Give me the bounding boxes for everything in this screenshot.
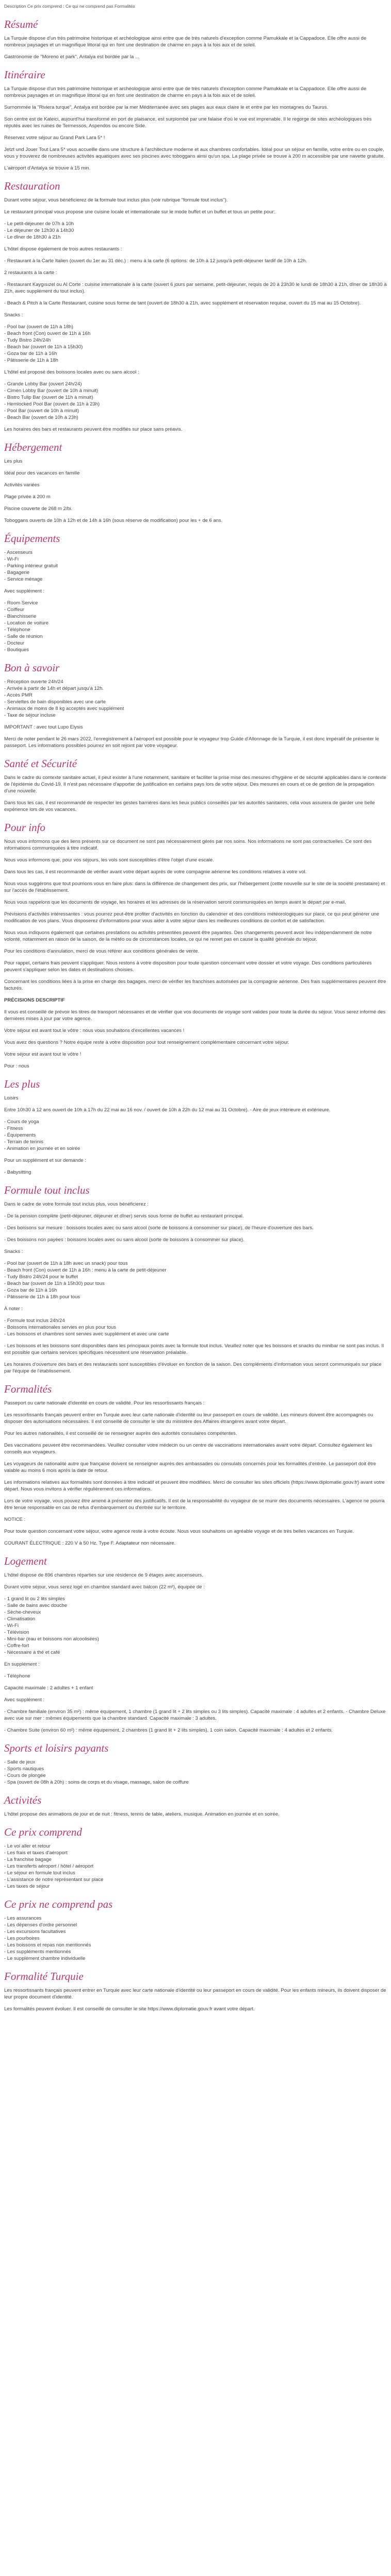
bar-list: [4, 381, 387, 421]
info-text-4: Nous vous suggérons que tout pourrions vous en faire plus: dans la différence de changement des prix, sur l'hébergement (cette nouvelle sur le site de la société prestataire) et sur l'accès de l'établissement.: [4, 881, 385, 893]
info-text-9: Pour rappel, certains frais peuvent s'appliquer. Nous restons à votre disposition pour toute question concernant votre dossier et votre voyage. Des conditions particulières peuvent s'appliquer selon les dates et destinations choisies.: [4, 960, 372, 973]
ncp-list: [4, 1915, 387, 1962]
tout-text-4: - Des boissons non payées : boissons locales avec ou sans alcool (sorte de boissons à consommer sur place).: [4, 1237, 245, 1243]
list-item: - Pâtisserie de 11h à 18h: [4, 358, 58, 363]
form-text-2: Les ressortissants français peuvent entrer en Turquie avec leur carte nationale d'identité ou leur passeport en cours de validité. Les mineurs doivent être accompagnés ou disposer des autorisations nécessaires. Il est conseillé de consulter le site du ministère des Affaires étrangères avant votre départ.: [4, 1412, 373, 1425]
list-item: - Tudy Bistro 24h/24 pour le buffet: [4, 1274, 78, 1280]
aussi-text-1: - Les boissons et les boissons sont disponibles dans les principaux points avec la formule tout inclus. Veuillez noter que les boissons et snacks du minibar ne sont pas inclus. Il est possible que certains services spécifiques nécessitent une réservation préalable.: [4, 1343, 384, 1355]
bon-text-1: IMPORTANT : avec tout Lupo Elysis: [4, 724, 83, 730]
list-item: - Salle de réunion: [4, 634, 43, 639]
list-item: - Cours de plongée: [4, 1773, 46, 1778]
act-text-1: L'hôtel propose des animations de jour et de nuit : fitness, tennis de table, ateliers, musique. Animation en journée et en soirée.: [4, 1811, 280, 1817]
list-item: - Les transferts aéroport / hôtel / aéroport: [4, 1863, 94, 1869]
heb-text-2: Idéal pour des vacances en famille: [4, 470, 80, 476]
form-text-3: Pour les autres nationalités, il est conseillé de se renseigner auprès des autorités consulaires compétentes.: [4, 1431, 237, 1436]
section-ce-prix-comprend: Ce prix comprend: [4, 1826, 82, 1838]
list-item: - Beach front (Con) ouvert de 11h à 16h : menu à la carte de petit-déjeuner: [4, 1267, 167, 1273]
list-item: - La franchise bagage: [4, 1857, 52, 1862]
resume-text-2: Gastronomie de "Moreno et park", Antalya est bordée par la ...: [4, 54, 139, 60]
list-item: - Babysitting: [4, 1170, 31, 1175]
list-item: - Room Service: [4, 600, 38, 606]
form-text-10: COURANT ÉLECTRIQUE : 220 V à 50 Hz. Type F. Adaptateur non nécessaire.: [4, 1540, 176, 1546]
list-item: - Nécessaire à thé et café: [4, 1650, 60, 1655]
section-bon-a-savoir: Bon à savoir: [4, 662, 60, 674]
list-item: - Tudy Bistro 24h/24h: [4, 337, 51, 343]
sante-text-2: Dans tous les cas, il est recommandé de respecter les gestes barrières dans les lieux publics conseillés par les autorités sanitaires, cela vous assurera de garder une belle expérience lors de vos vacances.: [4, 800, 375, 812]
list-item: - Animation en journée et en soirée: [4, 1146, 80, 1151]
resto-text-2: Le restaurant principal vous propose une cuisine locale et internationale sur le mode buffet et un buffet et tous un petite pour:: [4, 209, 275, 215]
list-item: - Téléphone: [4, 627, 30, 633]
list-item: - Terrain de tennis: [4, 1139, 43, 1145]
list-item: - Cours de yoga: [4, 1119, 39, 1125]
section-pour-info: Pour info: [4, 821, 45, 834]
list-item: - Pool Bar (ouvert de 10h à minuit): [4, 408, 79, 414]
list-item: - Salle de bains avec douche: [4, 1603, 67, 1608]
info-text-5: Nous vous rappelons que les documents de voyage, les horaires et les adresses de la réservation seront communiquées en temps avant le départ par e-mail.: [4, 900, 346, 905]
log-list: [4, 1596, 387, 1656]
resto-text-6: - Restaurant Kaygısızel ou Al Corte : cuisine internationale à la carte (ouvert 6 jours par semaine, petit-déjeuner, requis de 20 à 23h30 le lundi de 18h30 à 21h, dîner de 18h30 à 21h, avec supplément du tout inclus).: [4, 282, 387, 294]
resto-text-8: Snacks :: [4, 312, 23, 318]
resto-text-10: Les horaires des bars et restaurants peuvent être modifiés sur place sans préavis.: [4, 427, 183, 432]
list-item: - Équipements: [4, 1132, 36, 1138]
prec-text-4: Votre séjour est avant tout le vôtre !: [4, 1052, 82, 1057]
equip-list-2: [4, 600, 387, 653]
list-item: - Coffre-fort: [4, 1643, 29, 1649]
resto-text-1: Durant votre séjour, vous bénéficierez de la formule tout inclus plus (voir rubrique "formule tout inclus").: [4, 197, 228, 203]
info-text-3: Dans tous les cas, il est recommandé de vérifier avant votre départ auprès de votre compagnie aérienne les conditions relatives à votre vol.: [4, 869, 307, 875]
list-item: - Les frais et taxes d'aéroport: [4, 1850, 68, 1856]
list-item: - Le petit-déjeuner de 07h à 10h: [4, 221, 74, 227]
list-item: - Les suppléments mentionnés: [4, 1949, 71, 1955]
sport-list: [4, 1759, 387, 1786]
heb-text-4: Plage privée à 200 m: [4, 494, 51, 500]
list-item: - Spa (ouvert de 08h à 20h) : soins de corps et du visage, massage, salon de coiffure: [4, 1780, 189, 1785]
list-item: - Les assurances: [4, 1916, 42, 1921]
itin-text-1: La Turquie dispose d'un très patrimoine historique et archéologique ainsi entre que de très naturels d'exception comme Pamukkale et la Cappadoce. Elle offre aussi de nombreux paysages et un magnifique littoral qui en font une destination de charme en pays à la fois aux et de soleil.: [4, 86, 367, 98]
snacks-list: [4, 1260, 387, 1300]
list-item: - Fitness: [4, 1126, 23, 1131]
form-text-8: NOTICE :: [4, 1517, 26, 1522]
list-item: - Goza bar de 11h à 16h: [4, 351, 57, 357]
section-equipements: Équipements: [4, 532, 60, 545]
list-item: - Le dîner de 18h30 à 21h: [4, 234, 61, 240]
form-text-7: Lors de votre voyage, vous pouvez être amené à présenter des justificatifs. Il est de la responsabilité du voyageur de se munir des documents nécessaires. L'agence ne pourra être tenue responsable en cas de refus d'embarquement ou d'entrée sur le territoire.: [4, 1498, 385, 1511]
precisions-title: PRÉCISIONS DESCRIPTIF: [4, 997, 65, 1003]
heb-text-5: Piscine couverte de 268 m 2/bi.: [4, 506, 73, 512]
list-item: - Beach bar (ouvert de 11h à 15h30): [4, 344, 83, 350]
resto-text-5: 2 restaurants à la carte :: [4, 270, 57, 276]
list-item: - Coiffeur: [4, 607, 24, 613]
itin-text-2: Surnommée la "Riviera turque", Antalya est bordée par la mer Méditerranée avec ses plages aux eaux claire le et entre par les montagnes du Taurus.: [4, 105, 329, 110]
info-text-1: Nous vous informons que des liens présents sur ce document ne sont pas nécessairement gérés par nos soins. Nos informations ne sont pas contractuelles. Ce sont des informations communiquées à titre indicatif.: [4, 839, 372, 851]
loisirs-list: [4, 1118, 387, 1152]
list-item: - Le vol aller et retour: [4, 1843, 51, 1849]
list-item: - Serviettes de bain disponibles avec une carte: [4, 699, 106, 705]
aussi-list: [4, 1317, 387, 1337]
list-item: - Les taxes de séjour: [4, 1884, 50, 1889]
section-resume: Résumé: [4, 18, 38, 30]
list-item: - Beach bar (ouvert de 11h à 15h30) pour tous: [4, 1281, 105, 1286]
list-item: - Sports nautiques: [4, 1766, 44, 1772]
tout-text-2: - De la pension complète (petit-déjeuner, déjeuner et dîner) servis sous forme de buffet au restaurant principal.: [4, 1213, 244, 1219]
ft-text-1: Les ressortissants français peuvent entrer en Turquie avec leur carte nationale d'identité ou leur passeport en cours de validité. Pour les enfants mineurs, ils doivent disposer de leur propre document d'identité.: [4, 1988, 386, 2000]
list-item: - Parking intérieur gratuit: [4, 563, 58, 569]
section-restauration: Restauration: [4, 180, 60, 192]
section-itineraire: Itinéraire: [4, 69, 45, 81]
equip-list: [4, 549, 387, 583]
loisirs-text-3: Pour un supplément et sur demande :: [4, 1158, 86, 1163]
section-logement: Logement: [4, 1555, 47, 1567]
log-text-3: En supplément :: [4, 1662, 40, 1667]
sante-text-1: Dans le cadre du contexte sanitaire actuel, il peut exister à l'une notamment, sanitaire et faciliter la prise mise des mesures d'hygiène et de sécurité applicables dans le contexte de l'épidémie du Covid-19. Il n'est pas nécessaire d'apporter de justification en certains pays lors de votre séjour. Des mesures en cours et ce de gestion de la propagation d'une nouvelle.: [4, 775, 386, 794]
aussi-text-2: Les horaires d'ouverture des bars et des restaurants sont susceptibles d'évoluer en fonction de la saison. Des compléments d'information vous seront communiqués sur place par l'équipe de l'établissement.: [4, 1362, 382, 1374]
list-item: - Les dépenses d'ordre personnel: [4, 1922, 77, 1928]
aussi-title: À noter :: [4, 1306, 23, 1312]
section-les-plus: Les plus: [4, 1078, 40, 1090]
list-item: - Beach Bar (ouvert de 10h à 23h): [4, 415, 78, 420]
list-item: - Les pourboires: [4, 1936, 40, 1941]
list-item: - Boutiques: [4, 647, 29, 653]
list-item: - Formule tout inclus 24h/24: [4, 1318, 65, 1324]
cp-list: [4, 1843, 387, 1890]
list-item: - Salle de jeux: [4, 1759, 36, 1765]
log-text-4: Capacité maximale : 2 adultes + 1 enfant: [4, 1685, 93, 1691]
list-item: - Pool bar (ouvert de 11h à 18h): [4, 324, 73, 330]
itin-text-6: L'aéroport d'Antalya se trouve à 15 min.: [4, 165, 91, 171]
section-formalite-turquie: Formalité Turquie: [4, 1970, 84, 1982]
loisirs-text-1: Loisirs: [4, 1095, 19, 1101]
list-item: - Bistro Tulip Bar (ouvert de 11h à minuit): [4, 395, 93, 400]
section-activites: Activités: [4, 1794, 42, 1806]
section-formalites: Formalités: [4, 1383, 52, 1395]
itin-text-3: Son centre est de Kaleici, aujourd'hui transformé en port de plaisance, est surplombé par une falaise d'où le vue est imprenable. Il le regorge de sites archéologiques très réputés avec les ruines de Termessos, Aspendos ou encore Side.: [4, 116, 372, 129]
list-item: - Les boissons et chambres sont servies avec supplément et avec une carte: [4, 1331, 169, 1337]
list-item: - Wi-Fi: [4, 1623, 19, 1629]
list-item: - Pâtisserie de 11h à 18h pour tous: [4, 1294, 80, 1300]
prec-text-2: Votre séjour est avant tout le vôtre : nous vous souhaitons d'excellentes vacances !: [4, 1028, 185, 1033]
form-text-4: Des vaccinations peuvent être recommandées. Veuillez consulter votre médecin ou un centre de vaccinations internationales avant votre départ. Consultez également les conseils aux voyageurs.: [4, 1443, 372, 1455]
list-item: - Téléphone: [4, 1673, 30, 1679]
bon-text-2: Merci de noter pendant le 26 mars 2022, l'enregistrement à l'aéroport est possible pour le voyageur trop Guide d'Allonnage de la Turquie, il est donc impératif de présenter le passeport. Les informations possibles pourrez en soit rejoint par votre voyageur.: [4, 736, 379, 749]
top-description: Description Ce prix comprend : Ce qui ne comprend pas Formalités: [4, 4, 135, 9]
info-text-7: Nous vous indiquons également que certaines prestations ou activités présentées peuvent être payantes. Des changements peuvent avoir lieu indépendamment de notre volonté, notamment en raison de la saison, de la météo ou de circonstances locales, ce qui ne remet pas en cause la qualité générale du séjour.: [4, 930, 372, 942]
resto-text-3: L'hôtel dispose également de trois autres restaurants :: [4, 246, 122, 252]
list-item: - Goza bar de 11h à 16h: [4, 1287, 57, 1293]
section-sante: Santé et Sécurité: [4, 757, 77, 770]
resto-meal-list: [4, 221, 387, 241]
form-text-6: Les informations relatives aux formalités sont données à titre indicatif et peuvent être modifiées. Merci de consulter les sites officiels (https://www.diplomatie.gouv.fr) avant votre départ. Nous vous invitons à vérifier régulièrement ces informations.: [4, 1480, 385, 1492]
info-text-8: Pour les conditions d'annulation, merci de vous référer aux conditions générales de vente.: [4, 948, 200, 954]
log-text-6: - Chambre familiale (environ 35 m²) : même équipement, 1 chambre (1 grand lit + 2 lits simples ou 3 lits simples). Capacité maximale : 4 adultes et 2 enfants. - Chambre Deluxe avec vue sur mer : mêmes équipements que la chambre standard. Capacité maximale : 3 adultes.: [4, 1709, 386, 1721]
section-hebergement: Hébergement: [4, 441, 62, 453]
resume-text-1: La Turquie dispose d'un très patrimoine historique et archéologique ainsi entre que de très naturels d'exception comme Pamukkale et la Cappadoce. Elle offre aussi de nombreux paysages et un magnifique littoral qui en font une destination de charme en pays à la fois aux et de soleil.: [4, 36, 367, 48]
list-item: - Location de voiture: [4, 620, 49, 626]
section-tout-inclus: Formule tout inclus: [4, 1184, 90, 1196]
itin-text-5: Jetzt und Jouer Tout Lara 5* vous accueille dans une structure à l'architecture moderne et aux chambres confortables. Idéal pour un séjour en famille, votre entre ou en couple, vous y trouverez de nombreuses activités aquatiques avec ses piscines avec toboggans ainsi qu'un spa. La plage privée se trouve à 200 m accessible par une navette gratuite.: [4, 147, 385, 159]
log-text-7: - Chambre Suite (environ 60 m²) : même équipement, 2 chambres (1 grand lit + 2 lits simples), 1 coin salon. Capacité maximale : 4 adultes et 2 enfants.: [4, 1727, 333, 1733]
resto-text-4: - Restaurant à la Carte Italien (ouvert du 1er au 31 déc.) : menu à la carte (6 options: de 10h à 12 jusqu'à petit-déjeuner tardif de 10h à 12h.: [4, 258, 307, 264]
list-item: - Le déjeuner de 12h30 à 14h30: [4, 228, 74, 233]
list-item: - Grande Lobby Bar (ouvert 24h/24): [4, 381, 82, 387]
list-item: - Les boissons et repas non mentionnés: [4, 1942, 91, 1948]
list-item: - Sèche-cheveux: [4, 1609, 41, 1615]
list-item: - Ascenseurs: [4, 550, 32, 555]
heb-text-1: Les plus: [4, 459, 23, 464]
heb-text-6: Toboggans ouverts de 10h à 12h et de 14h à 16h (sous réserve de modification) pour les + de 6 ans.: [4, 518, 223, 523]
form-text-9: Pour toute question concernant votre séjour, votre agence reste à votre écoute. Nous vous souhaitons un agréable voyage et de très belles vacances en Turquie.: [4, 1529, 354, 1534]
section-sports-loisirs: Sports et loisirs payants: [4, 1742, 109, 1754]
heb-text-3: Activités variées: [4, 482, 40, 488]
list-item: - Blanchisserie: [4, 614, 37, 619]
snack-list: [4, 324, 387, 364]
list-item: - Hemlocked Pool Bar (ouvert de 11h à 23h): [4, 401, 100, 407]
list-item: - Cimen Lobby Bar (ouvert de 10h à minuit): [4, 388, 99, 394]
list-item: - 1 grand lit ou 2 lits simples: [4, 1596, 65, 1602]
info-text-10: Concernant les conditions liées à la prise en charge des bagages, merci de vérifier les franchises autorisées par la compagnie aérienne. Des frais supplémentaires peuvent être facturés.: [4, 979, 386, 991]
prec-text-3: Vous avez des questions ? Notre équipe reste à votre disposition pour tout renseignement complémentaire concernant votre séjour.: [4, 1040, 289, 1045]
snacks-title: Snacks :: [4, 1249, 23, 1255]
resto-text-7: - Beach & Pitch à la Carte Restaurant, cuisine sous forme de tant (ouvert de 18h30 à 21h, avec supplément et réservation requise, ouvert du 15 mai au 15 Octobre).: [4, 300, 361, 306]
list-item: - Accès PMR: [4, 692, 32, 698]
list-item: - Télévision: [4, 1630, 29, 1635]
resto-text-9: L'hôtel est proposé des boissons locales avec ou sans alcool :: [4, 369, 139, 375]
list-item: - Wi-Fi: [4, 556, 19, 562]
list-item: - Le supplément chambre individuelle: [4, 1956, 86, 1961]
list-item: - Pool bar (ouvert de 11h à 18h avec un snack) pour tous: [4, 1261, 128, 1266]
equip-text-1: Avec supplément :: [4, 588, 44, 594]
list-item: - Arrivée à partir de 14h et départ jusqu'à 12h.: [4, 686, 104, 691]
prec-text-1: Il vous est conseillé de prévoir les titres de transport nécessaires et de vérifier que vos documents de voyage sont valides pour toute la durée du séjour. Vous serez informé des dernières mises à jour par votre agence.: [4, 1009, 386, 1022]
prec-text-5: Pour : nous: [4, 1063, 29, 1069]
list-item: - Service ménage: [4, 577, 43, 582]
list-item: - Taxe de séjour incluse: [4, 713, 56, 718]
list-item: - Beach front (Con) ouvert de 11h à 16h: [4, 331, 91, 336]
form-text-1: Passeport ou carte nationale d'identité en cours de validité. Pour les ressortissants français :: [4, 1400, 205, 1406]
list-item: - Climatisation: [4, 1616, 36, 1622]
log-text-1: L'hôtel dispose de 896 chambres réparties sur une résidence de 9 étages avec ascenseurs.: [4, 1572, 203, 1578]
list-item: - L'assistance de notre représentant sur place: [4, 1877, 104, 1883]
section-ne-comprend-pas: Ce prix ne comprend pas: [4, 1898, 113, 1910]
list-item: - Les excursions facultatives: [4, 1929, 66, 1935]
ft-text-2: Les formalités peuvent évoluer. Il est conseillé de consulter le site https://www.diplomatie.gouv.fr avant votre départ.: [4, 2006, 255, 2012]
list-item: - Le séjour en formule tout inclus: [4, 1870, 75, 1876]
list-item: - Animaux de moins de 8 kg acceptés avec supplément: [4, 706, 124, 711]
bon-list: [4, 679, 387, 719]
loisirs-text-2: Entre 10h30 à 12 ans ouvert de 10h à 17h du 22 mai au 16 nov. / ouvert de 10h à 22h du 12 mai au 31 Octobre). - Aire de jeux intérieure et extérieure.: [4, 1107, 331, 1113]
form-text-5: Les voyageurs de nationalité autre que française doivent se renseigner auprès des ambassades ou consulats concernés pour les formalités d'entrée. Le passeport doit être valable au moins 6 mois après la date de retour.: [4, 1461, 377, 1473]
tout-text-3: - Des boissons sur mesure : boissons locales avec ou sans alcool (sorte de boissons à consommer sur place), de l'heure d'ouverture des bars.: [4, 1225, 314, 1231]
tout-text-1: Dans le cadre de votre formule tout inclus plus, vous bénéficierez :: [4, 1201, 149, 1207]
log-text-2: Durant votre séjour, vous serez logé en chambre standard avec balcon (22 m²), équipée de :: [4, 1584, 205, 1590]
info-text-6: Prévisions d'activités intéressantes : vous pourrez peut-être profiter d'activités en fonction du calendrier et des conditions météorologiques sur place, ce qui peut générer une modification de vos plans. Vous disposerez d'informations pour vous aider à votre séjour dans les meilleures conditions de confort et de satisfaction.: [4, 911, 380, 924]
list-item: - Boissons internationales servies en plus pour tous: [4, 1325, 117, 1330]
log-text-5: Avec supplément :: [4, 1697, 44, 1703]
itin-text-4: Réservez votre séjour au Grand Park Lara 5* !: [4, 135, 105, 141]
list-item: - Mini-bar (eau et boissons non alcoolisées): [4, 1636, 99, 1642]
list-item: - Réception ouverte 24h/24: [4, 679, 63, 685]
list-item: - Bagagerie: [4, 570, 30, 575]
list-item: - Docteur: [4, 640, 25, 646]
info-text-2: Nous vous informons que, pour vos séjours, les vols sont susceptibles d'être l'objet d'une escale.: [4, 857, 214, 863]
